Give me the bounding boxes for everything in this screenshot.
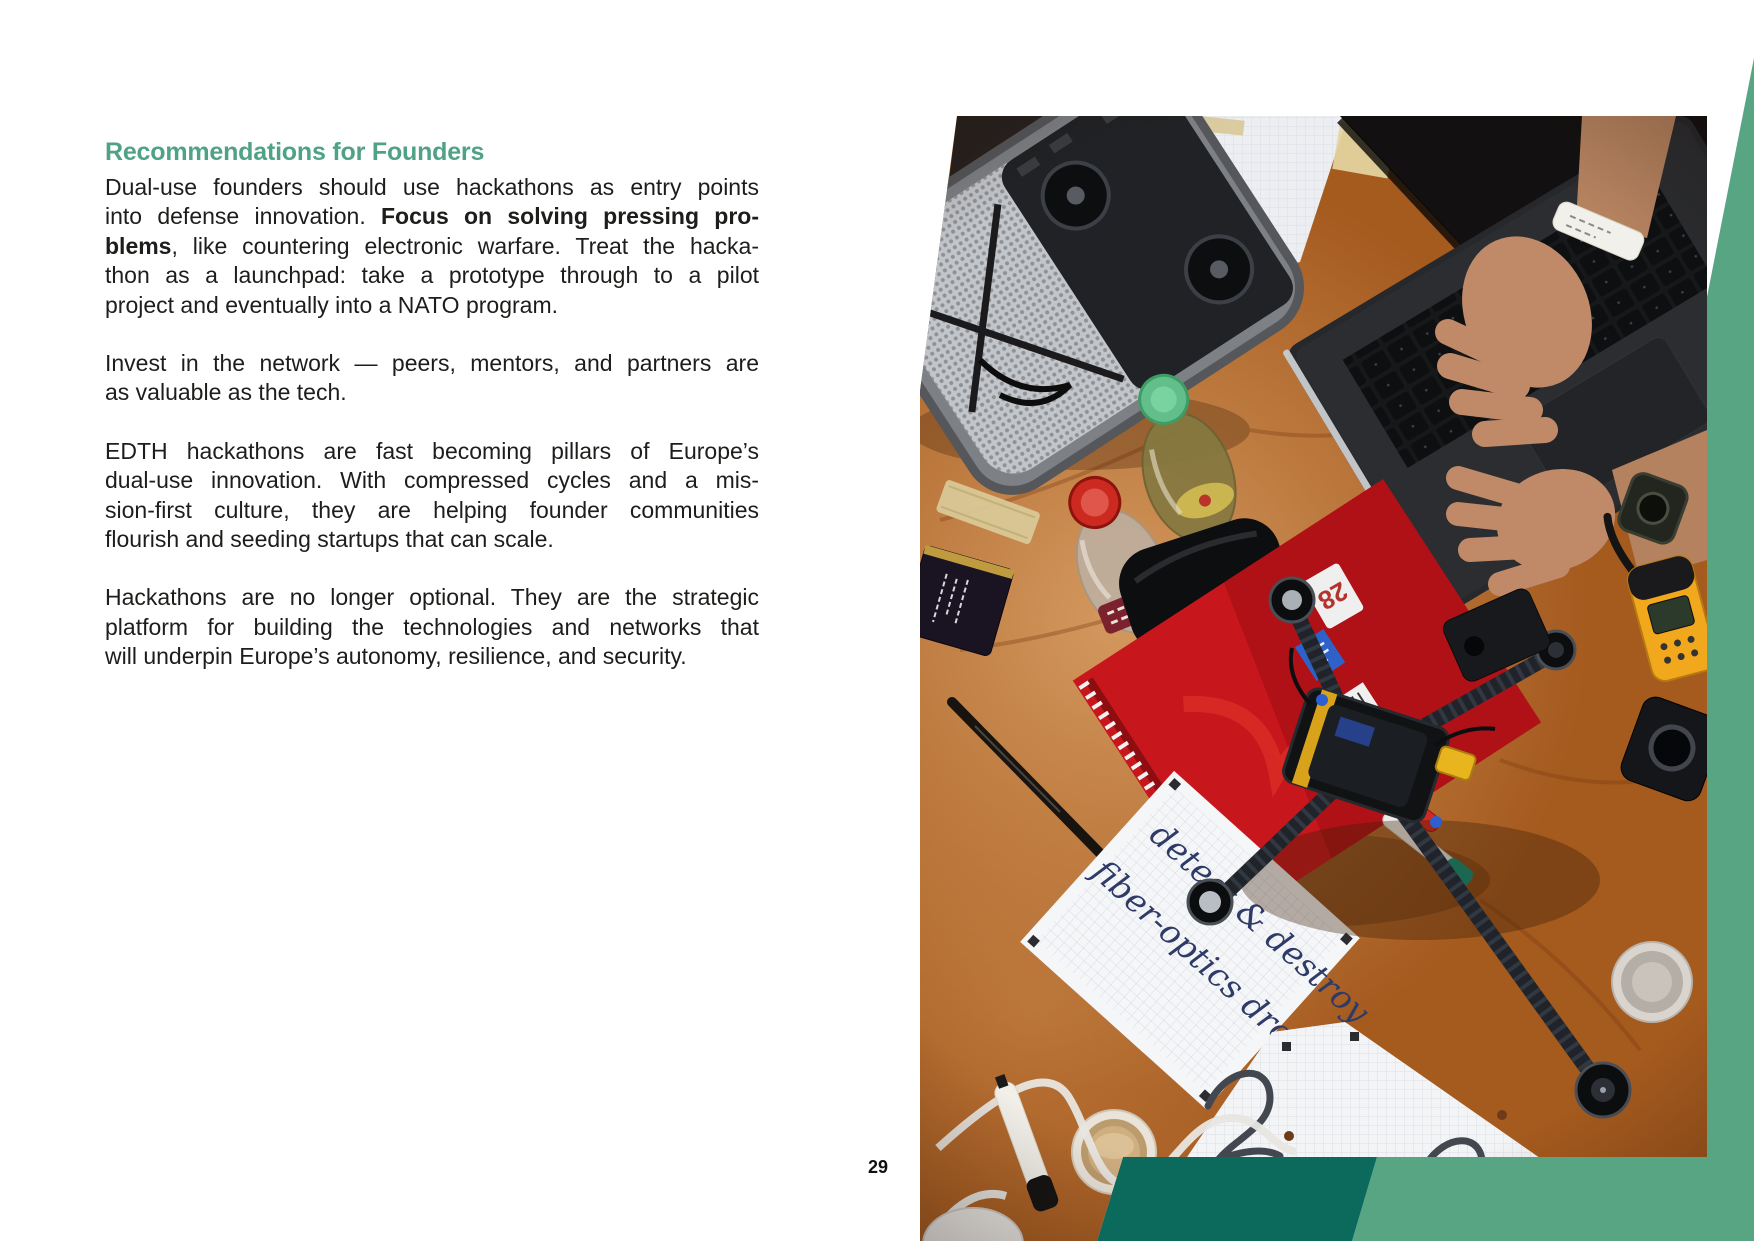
text-line: Dual-use founders should use hackathons as entry points — [105, 174, 759, 200]
text-line: as valuable as the tech. — [105, 379, 347, 406]
text-line: platform for building the technologies and networks that — [105, 613, 759, 640]
article-heading: Recommendations for Founders — [105, 138, 485, 166]
photo-vignette — [920, 116, 1710, 1241]
text-line: blems, like countering electronic warfare. Treat the hacka- — [105, 232, 759, 259]
text-line: Hackathons are no longer optional. They are the strategic — [105, 584, 759, 611]
text-line: EDTH hackathons are fast becoming pillars of Europe’s — [105, 437, 759, 464]
green-parallelogram-bottom — [1097, 1157, 1377, 1241]
page-number: 29 — [867, 1157, 889, 1177]
text-line: thon as a launchpad: take a prototype through to a pilot — [105, 262, 759, 289]
text-line: will underpin Europe’s autonomy, resilience, and security. — [105, 643, 687, 670]
text-line: sion-first culture, they are helping founder communities — [105, 496, 759, 523]
text-line: dual-use innovation. With compressed cycles and a mis- — [105, 467, 759, 494]
text-line: project and eventually into a NATO program. — [105, 291, 558, 318]
text-line: Invest in the network — peers, mentors, and partners are — [105, 350, 759, 377]
text-line: flourish and seeding startups that can scale. — [105, 526, 554, 553]
text-line: into defense innovation. Focus on solving pressing pro- — [105, 203, 759, 230]
hackathon-photo — [835, 49, 1754, 1241]
